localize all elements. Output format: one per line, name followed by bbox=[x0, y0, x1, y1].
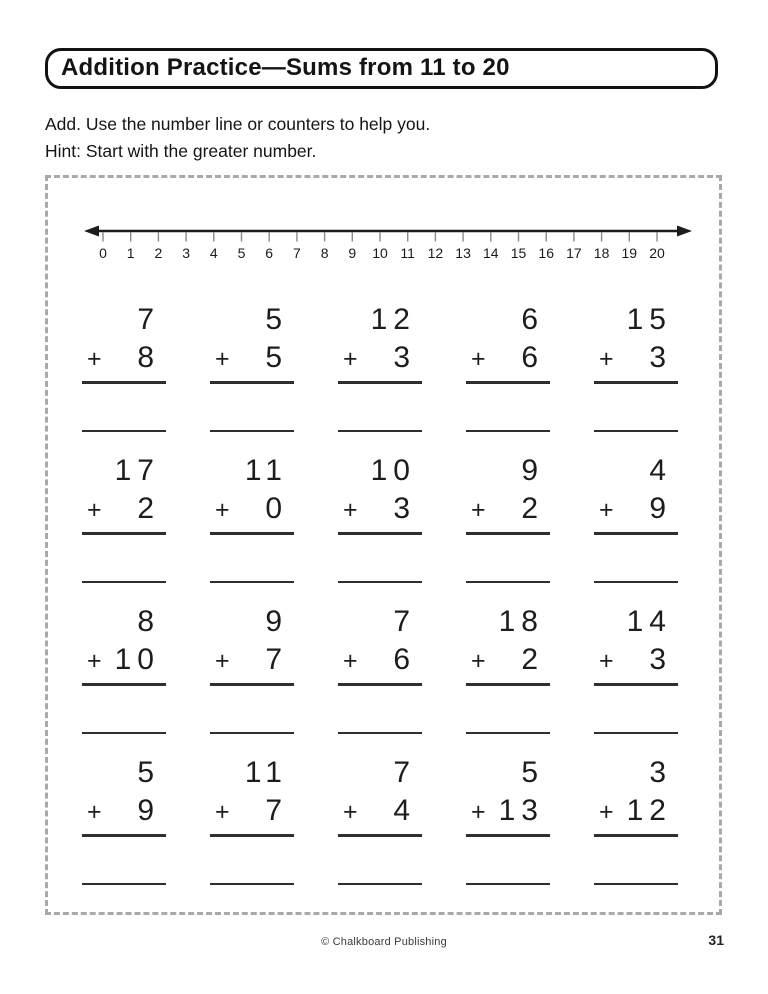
answer-line bbox=[82, 732, 166, 734]
addend: 2 bbox=[137, 492, 160, 525]
instruction-line-2: Hint: Start with the greater number. bbox=[45, 141, 317, 161]
answer-line bbox=[82, 581, 166, 583]
problem-cell bbox=[572, 291, 700, 442]
left-arrow-icon bbox=[84, 226, 99, 237]
plus-operator: + bbox=[599, 798, 614, 826]
addend: 7 bbox=[265, 643, 288, 676]
addition-problem bbox=[338, 452, 422, 583]
addition-problem bbox=[210, 754, 294, 885]
top-operand: 7 bbox=[137, 303, 160, 336]
top-operand: 15 bbox=[626, 303, 672, 336]
plus-operator: + bbox=[215, 798, 230, 826]
top-operand: 3 bbox=[649, 756, 672, 789]
page-title: Addition Practice—Sums from 11 to 20 bbox=[61, 53, 510, 81]
addition-problem bbox=[466, 301, 550, 432]
addend: 5 bbox=[265, 341, 288, 374]
addition-problem bbox=[210, 603, 294, 734]
tick-label: 1 bbox=[126, 245, 135, 261]
problem-cell bbox=[572, 593, 700, 744]
top-operand: 10 bbox=[370, 454, 416, 487]
addend-row bbox=[82, 792, 166, 831]
addend: 6 bbox=[521, 341, 544, 374]
answer-line bbox=[466, 732, 550, 734]
addend-row bbox=[210, 339, 294, 378]
problem-cell bbox=[188, 744, 316, 895]
top-operand: 4 bbox=[649, 454, 672, 487]
addend-row bbox=[594, 641, 678, 680]
tick-label: 14 bbox=[483, 245, 499, 261]
addend-row bbox=[210, 792, 294, 831]
addend: 7 bbox=[265, 794, 288, 827]
plus-operator: + bbox=[87, 496, 102, 524]
copyright-text: © Chalkboard Publishing bbox=[321, 936, 447, 948]
page-number: 31 bbox=[708, 932, 724, 948]
plus-operator: + bbox=[343, 798, 358, 826]
answer-line bbox=[594, 430, 678, 432]
plus-operator: + bbox=[343, 496, 358, 524]
sum-line bbox=[82, 381, 166, 384]
addend-row bbox=[210, 641, 294, 680]
sum-line bbox=[338, 834, 422, 837]
tick-label: 7 bbox=[293, 245, 301, 261]
answer-line bbox=[594, 581, 678, 583]
addend: 13 bbox=[498, 794, 544, 827]
answer-line bbox=[338, 732, 422, 734]
addend-row bbox=[82, 339, 166, 378]
addition-problem bbox=[594, 603, 678, 734]
problem-cell bbox=[60, 291, 188, 442]
addend: 2 bbox=[521, 492, 544, 525]
answer-line bbox=[466, 581, 550, 583]
tick-label: 20 bbox=[649, 245, 665, 261]
tick-label: 4 bbox=[209, 245, 218, 261]
answer-line bbox=[82, 883, 166, 885]
top-operand: 9 bbox=[265, 605, 288, 638]
top-operand: 17 bbox=[114, 454, 160, 487]
top-operand: 18 bbox=[498, 605, 544, 638]
top-operand: 7 bbox=[393, 605, 416, 638]
problem-cell bbox=[316, 744, 444, 895]
sum-line bbox=[466, 381, 550, 384]
sum-line bbox=[210, 381, 294, 384]
problem-cell bbox=[444, 744, 572, 895]
plus-operator: + bbox=[471, 345, 486, 373]
instructions bbox=[45, 111, 430, 165]
addend-row bbox=[338, 490, 422, 529]
addend: 3 bbox=[393, 492, 416, 525]
addition-problem bbox=[338, 301, 422, 432]
plus-operator: + bbox=[215, 345, 230, 373]
top-operand: 5 bbox=[521, 756, 544, 789]
addend: 6 bbox=[393, 643, 416, 676]
addition-problem bbox=[82, 754, 166, 885]
tick-label: 15 bbox=[510, 245, 527, 261]
plus-operator: + bbox=[471, 798, 486, 826]
sum-line bbox=[338, 532, 422, 535]
addend: 4 bbox=[393, 794, 416, 827]
addend: 9 bbox=[137, 794, 160, 827]
problem-cell bbox=[60, 744, 188, 895]
sum-line bbox=[466, 834, 550, 837]
problem-cell bbox=[444, 291, 572, 442]
addition-problem bbox=[466, 603, 550, 734]
problem-cell bbox=[60, 593, 188, 744]
sum-line bbox=[338, 381, 422, 384]
top-operand: 11 bbox=[244, 454, 288, 487]
tick-group bbox=[99, 232, 665, 261]
problem-cell bbox=[188, 291, 316, 442]
plus-operator: + bbox=[215, 496, 230, 524]
addend-row bbox=[594, 792, 678, 831]
tick-label: 19 bbox=[621, 245, 638, 261]
addend-row bbox=[82, 490, 166, 529]
answer-line bbox=[594, 883, 678, 885]
addend: 3 bbox=[649, 341, 672, 374]
sum-line bbox=[594, 381, 678, 384]
title-banner bbox=[45, 48, 718, 89]
plus-operator: + bbox=[87, 345, 102, 373]
problem-cell bbox=[316, 442, 444, 593]
plus-operator: + bbox=[87, 647, 102, 675]
addition-problem bbox=[466, 452, 550, 583]
tick-label: 18 bbox=[593, 245, 610, 261]
addend: 8 bbox=[137, 341, 160, 374]
addend: 3 bbox=[393, 341, 416, 374]
addend-row bbox=[594, 339, 678, 378]
tick-label: 3 bbox=[182, 245, 190, 261]
addition-problem bbox=[82, 452, 166, 583]
problem-cell bbox=[188, 442, 316, 593]
plus-operator: + bbox=[343, 647, 358, 675]
plus-operator: + bbox=[87, 798, 102, 826]
problem-cell bbox=[188, 593, 316, 744]
sum-line bbox=[594, 834, 678, 837]
answer-line bbox=[338, 883, 422, 885]
addend-row bbox=[466, 792, 550, 831]
addend-row bbox=[210, 490, 294, 529]
plus-operator: + bbox=[599, 496, 614, 524]
tick-label: 12 bbox=[427, 245, 444, 261]
answer-line bbox=[210, 732, 294, 734]
sum-line bbox=[338, 683, 422, 686]
answer-line bbox=[210, 430, 294, 432]
sum-line bbox=[82, 683, 166, 686]
addend: 12 bbox=[626, 794, 672, 827]
problem-cell bbox=[316, 291, 444, 442]
sum-line bbox=[466, 683, 550, 686]
instruction-line-1: Add. Use the number line or counters to help you. bbox=[45, 114, 431, 134]
answer-line bbox=[466, 883, 550, 885]
addend: 10 bbox=[114, 643, 160, 676]
problem-cell bbox=[316, 593, 444, 744]
sum-line bbox=[210, 532, 294, 535]
right-arrow-icon bbox=[677, 226, 692, 237]
tick-label: 2 bbox=[154, 245, 163, 261]
top-operand: 5 bbox=[265, 303, 288, 336]
plus-operator: + bbox=[599, 345, 614, 373]
addend-row bbox=[466, 641, 550, 680]
problem-cell bbox=[444, 442, 572, 593]
tick-label: 9 bbox=[348, 245, 357, 261]
sum-line bbox=[82, 834, 166, 837]
addend: 2 bbox=[521, 643, 544, 676]
worksheet-box bbox=[45, 175, 722, 915]
top-operand: 7 bbox=[393, 756, 416, 789]
answer-line bbox=[210, 883, 294, 885]
top-operand: 14 bbox=[626, 605, 672, 638]
sum-line bbox=[210, 683, 294, 686]
addend-row bbox=[82, 641, 166, 680]
problem-cell bbox=[572, 744, 700, 895]
addition-problem bbox=[82, 603, 166, 734]
tick-label: 17 bbox=[566, 245, 582, 261]
addend-row bbox=[338, 339, 422, 378]
top-operand: 6 bbox=[521, 303, 544, 336]
number-line bbox=[48, 189, 719, 267]
plus-operator: + bbox=[471, 496, 486, 524]
tick-label: 16 bbox=[538, 245, 554, 261]
tick-label: 11 bbox=[400, 245, 415, 261]
addend-row bbox=[466, 339, 550, 378]
plus-operator: + bbox=[343, 345, 358, 373]
top-operand: 11 bbox=[244, 756, 288, 789]
top-operand: 5 bbox=[137, 756, 160, 789]
plus-operator: + bbox=[471, 647, 486, 675]
addition-problem bbox=[210, 452, 294, 583]
addition-problem bbox=[210, 301, 294, 432]
addend-row bbox=[594, 490, 678, 529]
addend: 3 bbox=[649, 643, 672, 676]
sum-line bbox=[210, 834, 294, 837]
top-operand: 8 bbox=[137, 605, 160, 638]
answer-line bbox=[82, 430, 166, 432]
sum-line bbox=[466, 532, 550, 535]
answer-line bbox=[338, 581, 422, 583]
top-operand: 12 bbox=[370, 303, 416, 336]
plus-operator: + bbox=[215, 647, 230, 675]
addend-row bbox=[338, 792, 422, 831]
addend-row bbox=[338, 641, 422, 680]
addition-problem bbox=[338, 754, 422, 885]
problem-cell bbox=[444, 593, 572, 744]
plus-operator: + bbox=[599, 647, 614, 675]
problem-cell bbox=[572, 442, 700, 593]
answer-line bbox=[338, 430, 422, 432]
addition-problem bbox=[82, 301, 166, 432]
tick-label: 0 bbox=[99, 245, 107, 261]
tick-label: 13 bbox=[455, 245, 471, 261]
answer-line bbox=[466, 430, 550, 432]
sum-line bbox=[82, 532, 166, 535]
addition-problem bbox=[594, 452, 678, 583]
problem-cell bbox=[60, 442, 188, 593]
tick-label: 10 bbox=[372, 245, 388, 261]
answer-line bbox=[594, 732, 678, 734]
tick-label: 8 bbox=[320, 245, 329, 261]
addition-problem bbox=[338, 603, 422, 734]
addition-problem bbox=[466, 754, 550, 885]
tick-label: 5 bbox=[237, 245, 246, 261]
answer-line bbox=[210, 581, 294, 583]
addend: 0 bbox=[265, 492, 288, 525]
sum-line bbox=[594, 683, 678, 686]
tick-label: 6 bbox=[265, 245, 274, 261]
problems-grid bbox=[60, 291, 700, 895]
top-operand: 9 bbox=[521, 454, 544, 487]
addend-row bbox=[466, 490, 550, 529]
addition-problem bbox=[594, 754, 678, 885]
addition-problem bbox=[594, 301, 678, 432]
addend: 9 bbox=[649, 492, 672, 525]
sum-line bbox=[594, 532, 678, 535]
